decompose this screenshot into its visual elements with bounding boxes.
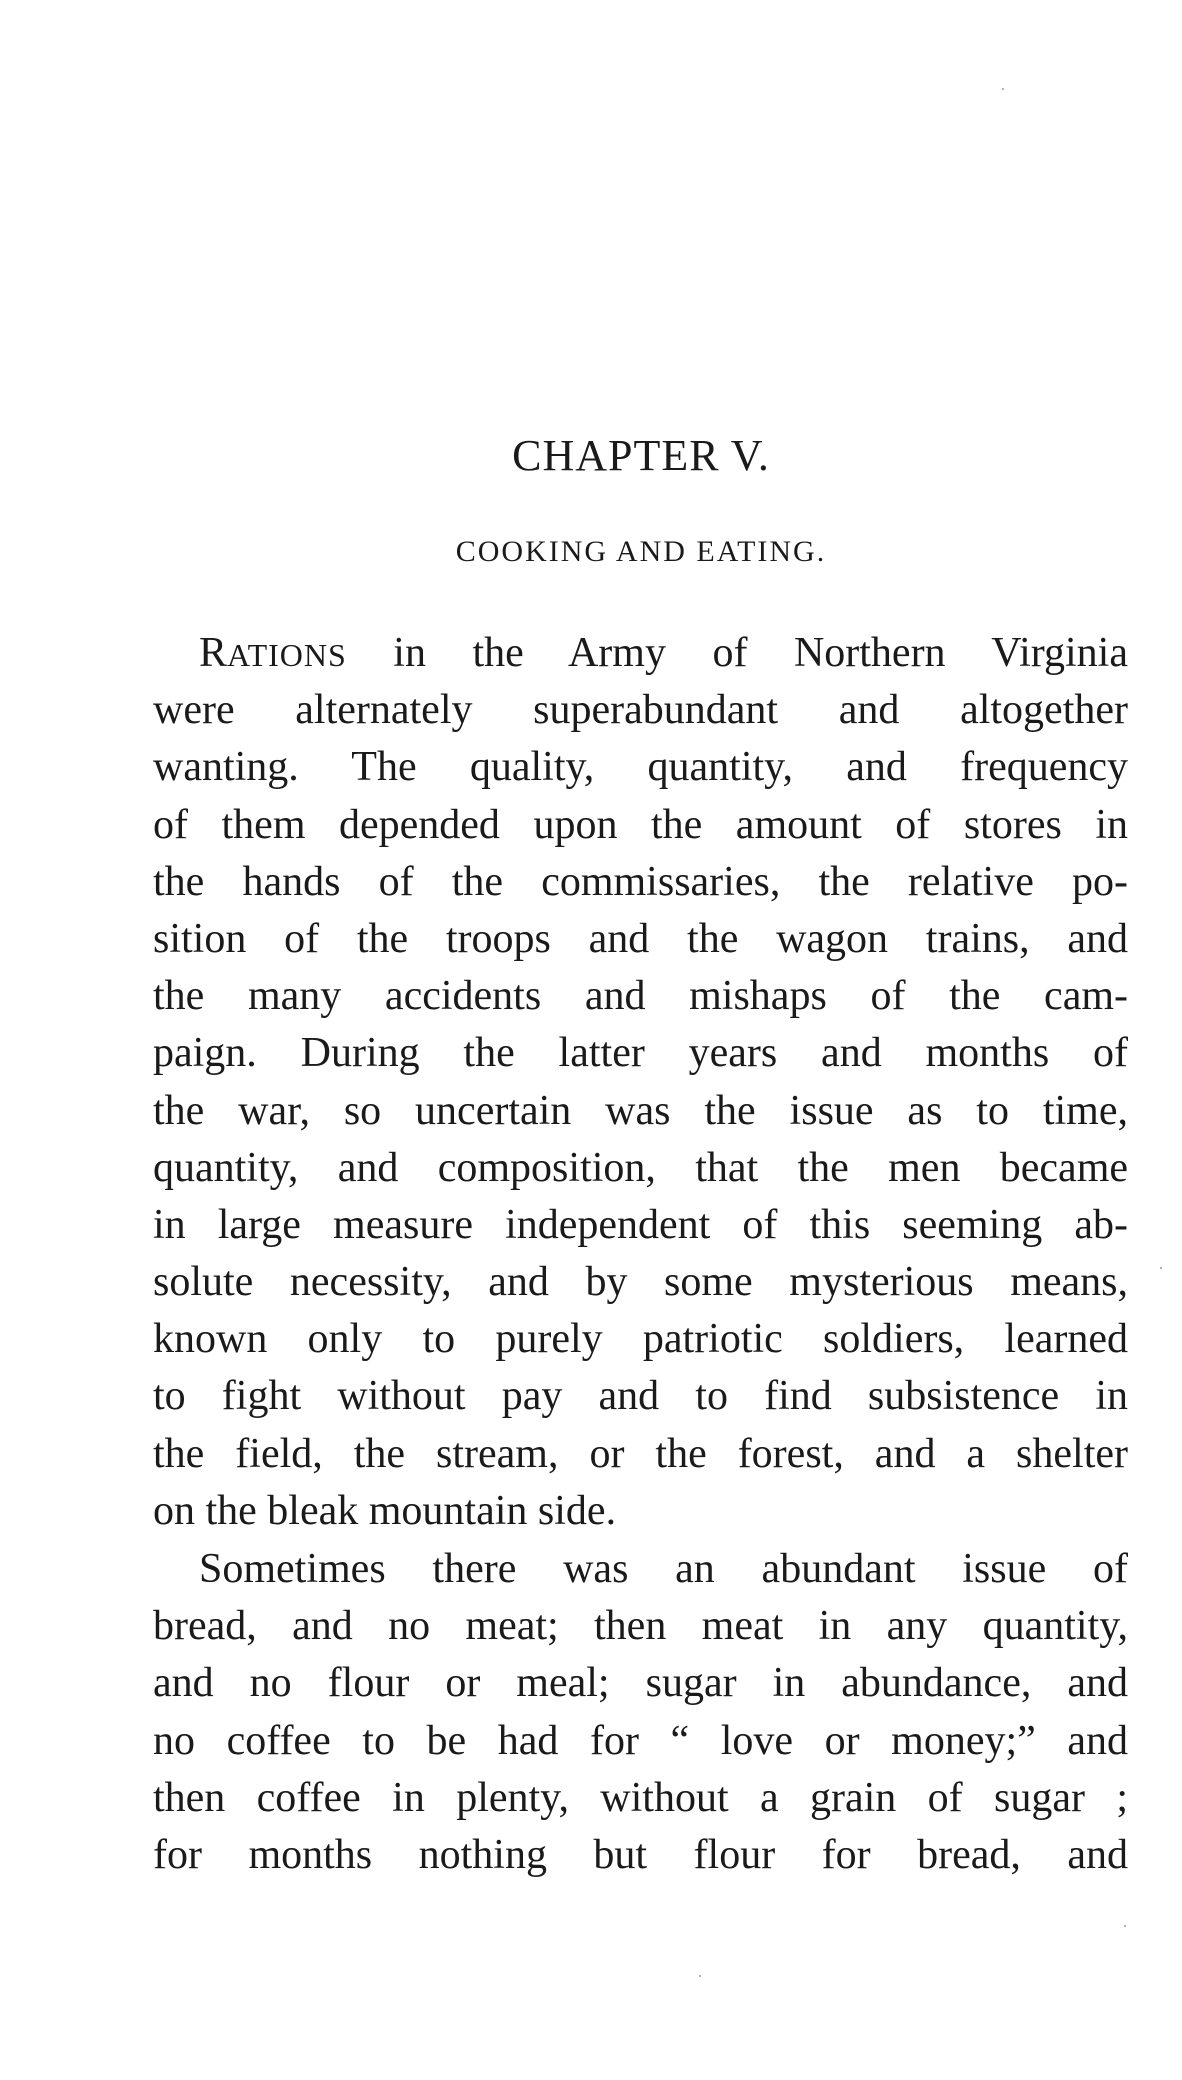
paragraph-line: were alternately superabundant and altogether: [153, 687, 1128, 734]
paragraph-line: paign. During the latter years and months of: [153, 1030, 1128, 1077]
paragraph-line: Sometimes there was an abundant issue of: [199, 1546, 1128, 1592]
paragraph-line-text: in the Army of Northern Virginia: [346, 630, 1128, 676]
paragraph-line: in large measure independent of this seeming ab-: [153, 1201, 1128, 1248]
paragraph-line: known only to purely patriotic soldiers, learned: [153, 1316, 1128, 1363]
paragraph-line: sition of the troops and the wagon trains, and: [153, 915, 1128, 962]
paragraph-line: no coffee to be had for “ love or money;” and: [153, 1717, 1128, 1764]
paragraph-line: and no flour or meal; sugar in abundance, and: [153, 1660, 1128, 1707]
paragraph-line: quantity, and composition, that the men became: [153, 1144, 1128, 1191]
paper-speck: [1160, 1267, 1162, 1269]
paper-speck: [1124, 1925, 1126, 1927]
paragraph-1: [153, 625, 1128, 1540]
paragraph-line: the hands of the commissaries, the relative po-: [153, 858, 1128, 905]
paragraph-line: to fight without pay and to find subsistence in: [153, 1373, 1128, 1420]
paragraph-line: the many accidents and mishaps of the cam-: [153, 973, 1128, 1020]
chapter-title: CHAPTER V.: [512, 431, 770, 480]
paper-speck: [1002, 88, 1004, 90]
paragraph-line: of them depended upon the amount of stores in: [153, 801, 1128, 848]
paragraph-2: [153, 1541, 1128, 1884]
small-caps-initial: R: [199, 630, 228, 676]
paragraph-line: [153, 625, 1128, 682]
paragraph-line: the field, the stream, or the forest, and a shelter: [153, 1430, 1128, 1477]
paragraph-line: wanting. The quality, quantity, and frequency: [153, 744, 1128, 791]
paragraph-line: then coffee in plenty, without a grain of sugar ;: [153, 1774, 1128, 1821]
paragraph-line: the war, so uncertain was the issue as to time,: [153, 1087, 1128, 1134]
paragraph-line: on the bleak mountain side.: [153, 1487, 617, 1534]
paragraph-line: solute necessity, and by some mysterious means,: [153, 1259, 1128, 1306]
paper-speck: [699, 1975, 701, 1977]
paragraph-line: bread, and no meat; then meat in any quantity,: [153, 1603, 1128, 1650]
chapter-subtitle: COOKING AND EATING.: [455, 535, 827, 568]
paragraph-line: for months nothing but flour for bread, and: [153, 1831, 1128, 1878]
small-caps-word: ATIONS: [227, 637, 347, 673]
